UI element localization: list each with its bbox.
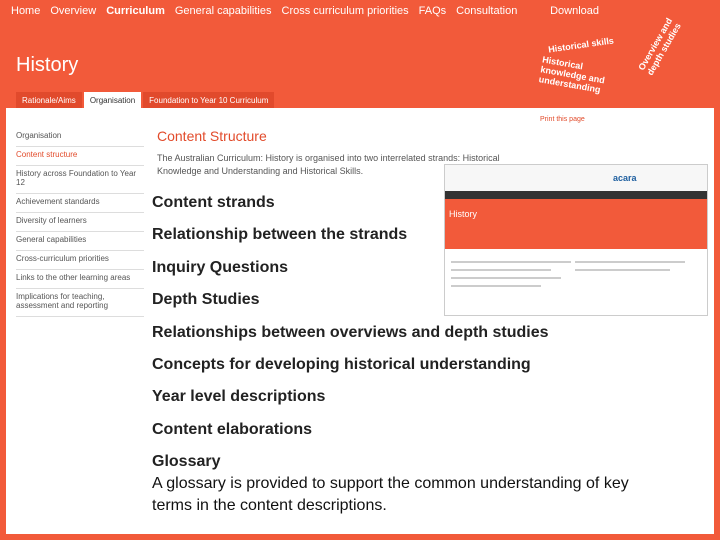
list-item-inquiry-questions: Inquiry Questions — [152, 258, 289, 276]
sidenav-item-links[interactable]: Links to the other learning areas — [16, 270, 144, 289]
nav-general-capabilities[interactable]: General capabilities — [174, 5, 272, 17]
sidenav-item-diversity[interactable]: Diversity of learners — [16, 213, 144, 232]
nav-home[interactable]: Home — [11, 5, 41, 17]
content-title: Content Structure — [157, 128, 267, 144]
decorative-wheel — [400, 18, 690, 113]
sidenav-item-implications[interactable]: Implications for teaching, assessment and reporting — [16, 289, 144, 317]
thumb-logo: acara — [613, 173, 637, 183]
list-item-depth-studies: Depth Studies — [152, 291, 260, 309]
list-item-concepts: Concepts for developing historical understanding — [152, 355, 531, 373]
sidenav-item-organisation[interactable]: Organisation — [16, 128, 144, 147]
section-tabs — [16, 92, 276, 109]
overlay-list — [152, 193, 672, 517]
thumb-title: History — [449, 209, 478, 219]
decor-overview: Overview and depth studies — [636, 16, 683, 77]
nav-curriculum[interactable]: Curriculum — [106, 5, 165, 17]
list-item-relationships-overviews: Relationships between overviews and depth studies — [152, 323, 549, 341]
decor-knowledge: Historical knowledge and understanding — [538, 54, 606, 95]
tab-organisation[interactable]: Organisation — [84, 92, 141, 109]
list-item-year-level: Year level descriptions — [152, 388, 326, 406]
content-intro: The Australian Curriculum: History is organised into two interrelated strands: Historical Knowledge and Understanding and Historical Skills. — [157, 153, 500, 176]
sidenav-item-achievement[interactable]: Achievement standards — [16, 194, 144, 213]
nav-overview[interactable]: Overview — [50, 5, 97, 17]
nav-download[interactable]: Download — [550, 5, 599, 17]
sidenav-item-content-structure[interactable]: Content structure — [16, 147, 144, 166]
nav-faqs[interactable]: FAQs — [418, 5, 447, 17]
glossary-description: A glossary is provided to support the common understanding of key terms in the content descriptions. — [152, 474, 629, 514]
nav-consultation[interactable]: Consultation — [456, 5, 518, 17]
list-item-elaborations: Content elaborations — [152, 420, 313, 438]
sidenav-item-capabilities[interactable]: General capabilities — [16, 232, 144, 251]
list-item-content-strands: Content strands — [152, 194, 275, 211]
decor-skills: Historical skills — [547, 35, 615, 55]
side-navigation — [16, 128, 144, 317]
print-link[interactable]: Print this page — [540, 116, 585, 123]
thumb-header — [445, 165, 707, 191]
list-item-glossary: Glossary — [152, 453, 221, 471]
sidenav-item-priorities[interactable]: Cross-curriculum priorities — [16, 251, 144, 270]
list-item-relationship-strands: Relationship between the strands — [152, 226, 408, 244]
nav-cross-curriculum[interactable]: Cross curriculum priorities — [281, 5, 409, 17]
tab-rationale[interactable]: Rationale/Aims — [16, 92, 82, 109]
sidenav-item-across-years[interactable]: History across Foundation to Year 12 — [16, 166, 144, 194]
page-title: History — [16, 54, 79, 76]
tab-curriculum[interactable]: Foundation to Year 10 Curriculum — [143, 92, 274, 109]
